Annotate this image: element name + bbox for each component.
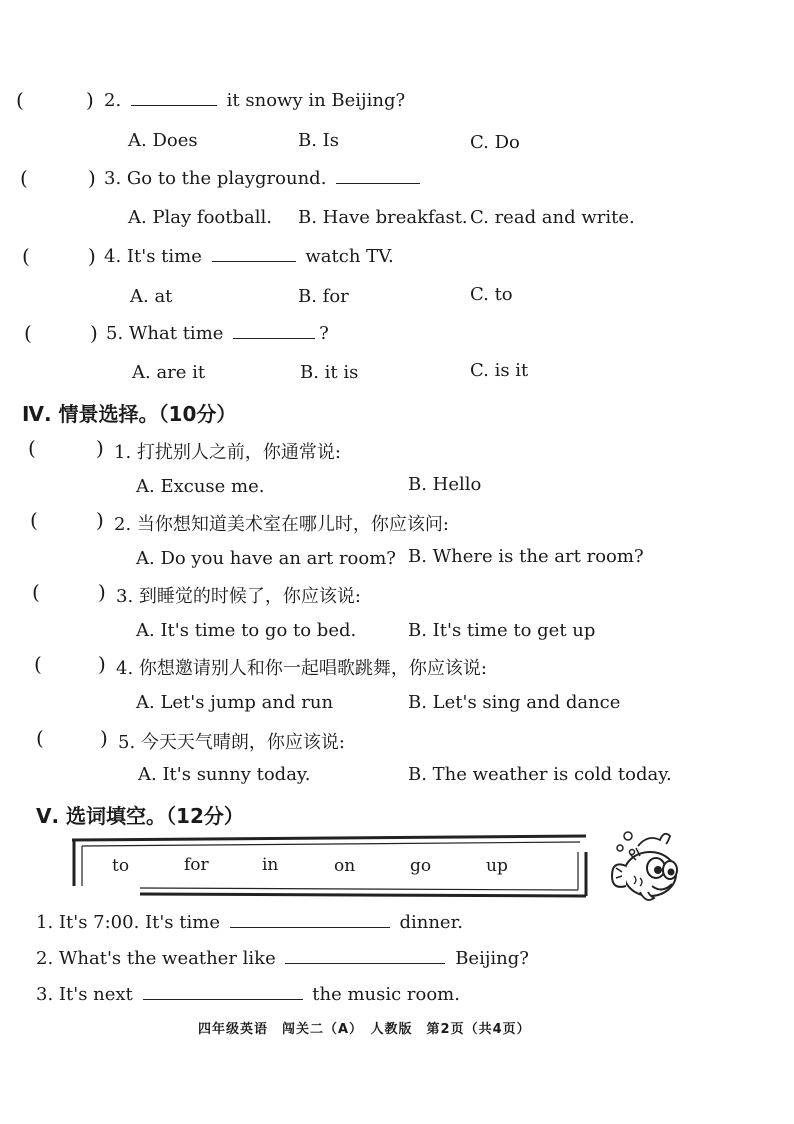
option-a: A. Excuse me. bbox=[136, 476, 265, 497]
option-b: B. Where is the art room? bbox=[408, 546, 644, 567]
option-c: C. to bbox=[470, 284, 513, 305]
question-text: 2. 当你想知道美术室在哪儿时，你应该问: bbox=[114, 514, 449, 535]
question-text-before: What time bbox=[128, 323, 224, 344]
option-a: A. are it bbox=[132, 362, 206, 383]
question-text-after: Beijing? bbox=[455, 948, 529, 969]
fill-question bbox=[36, 984, 460, 1005]
question-text-after: dinner. bbox=[399, 912, 463, 933]
question-stem bbox=[104, 246, 394, 267]
answer-paren-open: ( bbox=[16, 88, 24, 112]
option-a: A. Let's jump and run bbox=[136, 692, 334, 713]
option-b: B. Hello bbox=[408, 474, 482, 495]
question-stem bbox=[106, 323, 329, 344]
answer-paren-close: ) bbox=[88, 166, 96, 190]
answer-paren-close: ) bbox=[86, 88, 94, 112]
option-b: B. Is bbox=[298, 130, 340, 151]
question-text: 1. 打扰别人之前，你通常说: bbox=[114, 442, 341, 463]
answer-blank[interactable] bbox=[285, 949, 445, 964]
answer-paren-open: ( bbox=[34, 652, 42, 676]
question-text-before: 2. What's the weather like bbox=[36, 948, 276, 969]
option-c: C. is it bbox=[470, 360, 529, 381]
answer-paren-open: ( bbox=[32, 580, 40, 604]
word-choice: for bbox=[184, 855, 209, 875]
question-number: 5. bbox=[106, 323, 124, 344]
question-text-after: the music room. bbox=[312, 984, 460, 1005]
word-choice: up bbox=[486, 856, 508, 876]
question-text-after: ? bbox=[319, 323, 329, 344]
question-number: 4. bbox=[104, 246, 122, 267]
question-text-after: it snowy in Beijing? bbox=[226, 90, 406, 111]
answer-paren-close: ) bbox=[90, 321, 98, 345]
answer-paren-close: ) bbox=[96, 436, 104, 460]
option-b: B. Have breakfast. bbox=[298, 207, 468, 228]
option-a: A. It's sunny today. bbox=[138, 764, 311, 785]
option-b: B. for bbox=[298, 286, 349, 307]
option-c: C. read and write. bbox=[470, 207, 635, 228]
answer-blank[interactable] bbox=[336, 169, 420, 184]
word-choice: on bbox=[334, 856, 356, 876]
answer-paren-open: ( bbox=[24, 321, 32, 345]
section-heading: Ⅳ. 情景选择。（10分） bbox=[22, 402, 237, 426]
answer-paren-open: ( bbox=[30, 508, 38, 532]
word-choice: to bbox=[112, 856, 130, 876]
answer-blank[interactable] bbox=[143, 985, 303, 1000]
option-b: B. It's time to get up bbox=[408, 620, 596, 641]
question-number: 3. bbox=[104, 168, 122, 189]
section-heading: Ⅴ. 选词填空。（12分） bbox=[36, 804, 244, 828]
option-c: C. Do bbox=[470, 132, 520, 153]
fish-illustration bbox=[606, 826, 690, 910]
answer-paren-open: ( bbox=[20, 166, 28, 190]
answer-paren-open: ( bbox=[28, 436, 36, 460]
word-choice: go bbox=[410, 856, 432, 876]
question-text-after: watch TV. bbox=[305, 246, 394, 267]
option-a: A. It's time to go to bed. bbox=[136, 620, 357, 641]
question-text-before: 1. It's 7:00. It's time bbox=[36, 912, 220, 933]
option-a: A. Do you have an art room? bbox=[136, 548, 396, 569]
answer-paren-close: ) bbox=[88, 244, 96, 268]
answer-paren-close: ) bbox=[98, 652, 106, 676]
fill-question bbox=[36, 948, 529, 969]
answer-blank[interactable] bbox=[131, 91, 217, 106]
fill-question bbox=[36, 912, 463, 933]
page-footer: 四年级英语 闯关二（A） 人教版 第2页（共4页） bbox=[198, 1022, 531, 1037]
answer-paren-open: ( bbox=[22, 244, 30, 268]
question-text-before: It's time bbox=[126, 246, 202, 267]
answer-blank[interactable] bbox=[233, 324, 315, 339]
question-text: 3. 到睡觉的时候了，你应该说: bbox=[116, 586, 361, 607]
answer-paren-close: ) bbox=[98, 580, 106, 604]
question-number: 2. bbox=[104, 90, 122, 111]
option-b: B. it is bbox=[300, 362, 359, 383]
word-box-frame bbox=[70, 832, 590, 904]
answer-paren-open: ( bbox=[36, 726, 44, 750]
option-b: B. The weather is cold today. bbox=[408, 764, 672, 785]
answer-paren-close: ) bbox=[96, 508, 104, 532]
option-a: A. at bbox=[130, 286, 173, 307]
question-stem bbox=[104, 168, 424, 189]
question-text: 4. 你想邀请别人和你一起唱歌跳舞，你应该说: bbox=[116, 658, 487, 679]
option-a: A. Play football. bbox=[128, 207, 272, 228]
option-b: B. Let's sing and dance bbox=[408, 692, 621, 713]
question-text-before: Go to the playground. bbox=[126, 168, 327, 189]
option-a: A. Does bbox=[128, 130, 198, 151]
answer-blank[interactable] bbox=[212, 247, 296, 262]
word-choice: in bbox=[262, 855, 279, 875]
answer-blank[interactable] bbox=[230, 913, 390, 928]
question-text: 5. 今天天气晴朗，你应该说: bbox=[118, 732, 345, 753]
question-stem bbox=[104, 90, 405, 111]
answer-paren-close: ) bbox=[100, 726, 108, 750]
question-text-before: 3. It's next bbox=[36, 984, 133, 1005]
